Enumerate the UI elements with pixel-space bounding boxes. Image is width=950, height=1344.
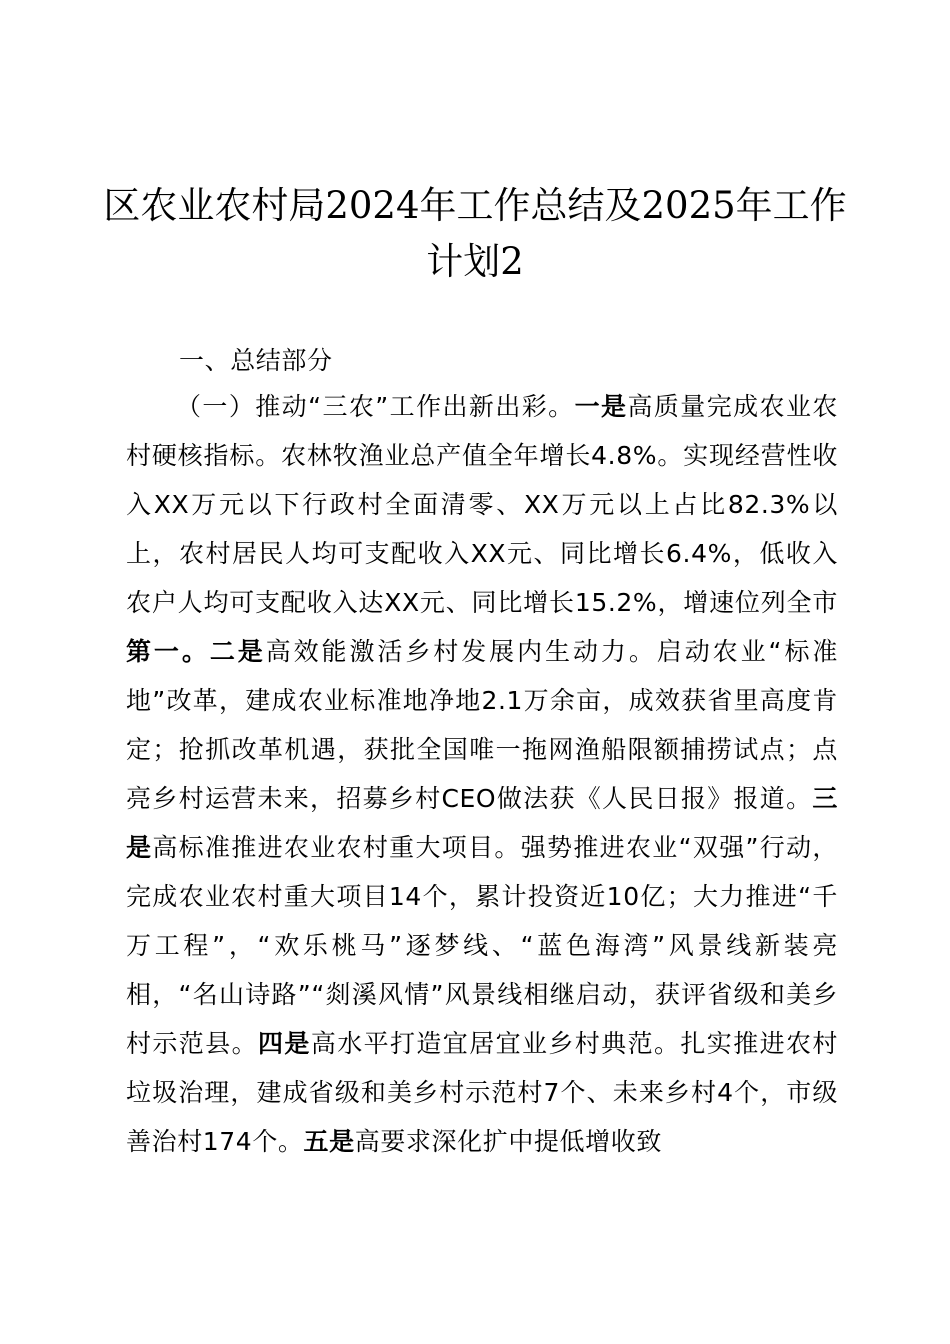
point-marker-3: 三是	[126, 784, 838, 862]
paragraph-lead: （一）推动“三农”工作出新出彩。	[176, 392, 575, 421]
point-marker-1: 一是	[574, 392, 628, 421]
point-text-5: 高要求深化扩中提低增收致	[354, 1127, 662, 1156]
point-marker-5: 五是	[303, 1127, 355, 1156]
paragraph-summary-1	[126, 382, 838, 1166]
point-marker-4: 四是	[258, 1029, 311, 1058]
point-text-3: 高标准推进农业农村重大项目。强势推进农业“双强”行动，完成农业农村重大项目14个，累计投资近10亿；大力推进“千万工程”，“欢乐桃马”逐梦线、“蓝色海湾”风景线新装亮相，“名山诗路”“剡溪风情”风景线相继启动，获评省级和美乡村示范县。	[126, 833, 839, 1058]
rank-first-emphasis: 第一。	[126, 637, 210, 666]
point-text-2: 高效能激活乡村发展内生动力。启动农业“标准地”改革，建成农业标准地净地2.1万余亩，成效获省里高度肯定；抢抓改革机遇，获批全国唯一拖网渔船限额捕捞试点；点亮乡村运营未来，招募乡村CEO做法获《人民日报》报道。	[126, 637, 838, 813]
point-text-4: 高水平打造宜居宜业乡村典范。扎实推进农村垃圾治理，建成省级和美乡村示范村7个、未来乡村4个，市级善治村174个。	[126, 1029, 838, 1156]
point-marker-2: 二是	[209, 637, 266, 666]
section-heading: 一、总结部分	[179, 346, 333, 375]
document-title: 区农业农村局2024年工作总结及2025年工作计划2	[103, 184, 847, 283]
point-text-1: 高质量完成农业农村硬核指标。农林牧渔业总产值全年增长4.8%。实现经营性收入XX万元以下行政村全面清零、XX万元以上占比82.3%以上，农村居民人均可支配收入XX元、同比增长6.4%，低收入农户人均可支配收入达XX元、同比增长15.2%，增速位列全市	[126, 392, 838, 617]
